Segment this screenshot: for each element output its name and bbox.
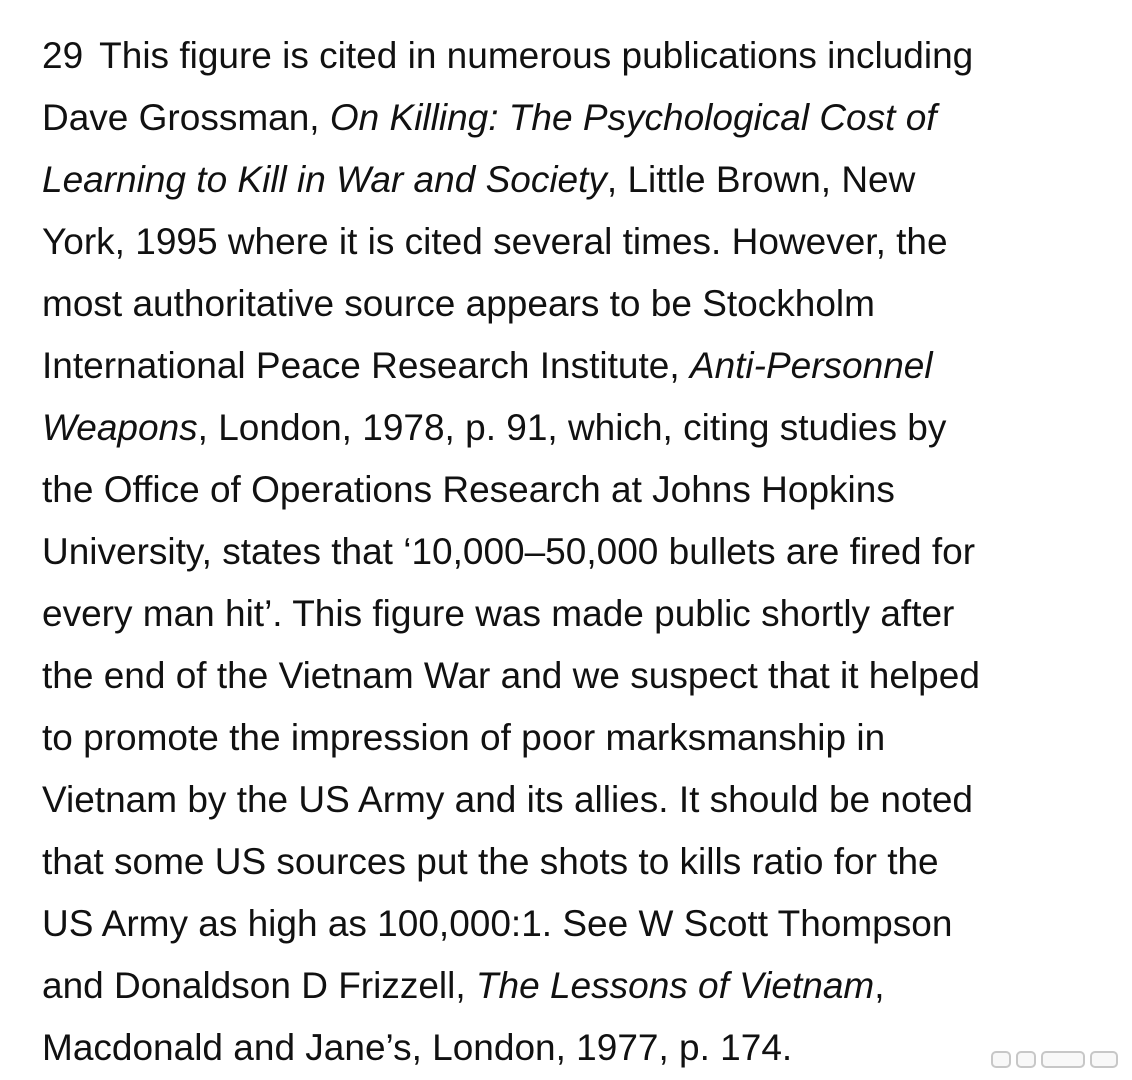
footnote-line [42, 335, 1112, 397]
footnote-text: and Donaldson D Frizzell, [42, 965, 476, 1006]
footnote-title-italic: Weapons [42, 407, 198, 448]
footnote-line [42, 645, 1112, 707]
footnote-line [42, 397, 1112, 459]
footnote-line [42, 149, 1112, 211]
footnote-line [42, 769, 1112, 831]
footnote-text: International Peace Research Institute, [42, 345, 690, 386]
footnote-body [42, 25, 1112, 1079]
footnote-text: Dave Grossman, [42, 97, 330, 138]
footnote-title-italic: On Killing: The Psychological Cost of [329, 97, 937, 138]
watermark [991, 1051, 1118, 1068]
watermark-mark [991, 1051, 1011, 1068]
watermark-mark [1090, 1051, 1118, 1068]
footnote [42, 25, 1112, 1079]
footnote-text: US Army as high as 100,000:1. See W Scott Thompson [42, 903, 953, 944]
footnote-line [42, 893, 1112, 955]
watermark-mark [1016, 1051, 1036, 1068]
footnote-number: 29 [42, 35, 84, 76]
footnote-line [42, 459, 1112, 521]
footnote-line [42, 1017, 1112, 1079]
footnote-line [42, 211, 1112, 273]
footnote-line [42, 707, 1112, 769]
footnote-line [42, 521, 1112, 583]
footnote-text: every man hit’. This figure was made public shortly after [42, 593, 955, 634]
footnote-text: most authoritative source appears to be Stockholm [42, 283, 875, 324]
footnote-text: , Little Brown, New [606, 159, 916, 200]
footnote-text: This figure is cited in numerous publications including [99, 35, 974, 76]
footnote-text: the Office of Operations Research at Johns Hopkins [42, 469, 895, 510]
footnote-title-italic: Anti-Personnel [689, 345, 933, 386]
footnote-text: to promote the impression of poor marksmanship in [42, 717, 886, 758]
footnote-text: Macdonald and Jane’s, London, 1977, p. 174. [42, 1027, 793, 1068]
footnote-line [42, 25, 1112, 87]
footnote-line [42, 87, 1112, 149]
footnote-text: , London, 1978, p. 91, which, citing studies by [197, 407, 947, 448]
footnote-text: the end of the Vietnam War and we suspect that it helped [42, 655, 980, 696]
footnote-text: University, states that ‘10,000–50,000 bullets are fired for [42, 531, 976, 572]
footnote-line [42, 583, 1112, 645]
footnote-text: , [874, 965, 885, 1006]
footnote-line [42, 955, 1112, 1017]
footnote-text: that some US sources put the shots to kills ratio for the [42, 841, 939, 882]
footnote-text: York, 1995 where it is cited several times. However, the [42, 221, 948, 262]
watermark-mark [1041, 1051, 1085, 1068]
footnote-line [42, 273, 1112, 335]
footnote-title-italic: The Lessons of Vietnam [475, 965, 875, 1006]
footnote-line [42, 831, 1112, 893]
footnote-text: Vietnam by the US Army and its allies. It should be noted [42, 779, 973, 820]
footnote-title-italic: Learning to Kill in War and Society [42, 159, 607, 200]
